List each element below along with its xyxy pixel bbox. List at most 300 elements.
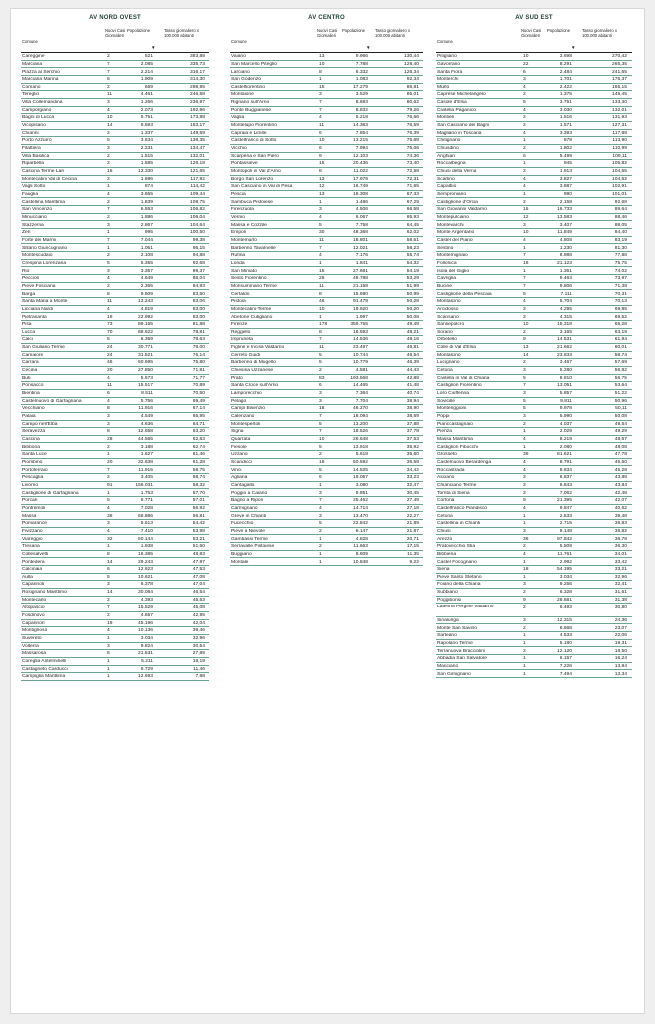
cell-tasso: 102,91 xyxy=(612,184,627,190)
header-comune: Comune xyxy=(22,39,38,44)
cell-popolazione: 878 xyxy=(563,138,572,144)
table-row xyxy=(21,405,209,413)
cell-nuovi-casi: 7 xyxy=(319,337,322,343)
cell-popolazione: 2.080 xyxy=(559,444,572,450)
cell-nuovi-casi: 2 xyxy=(523,544,526,550)
cell-nuovi-casi: 1 xyxy=(523,633,526,639)
table-row xyxy=(230,84,423,92)
table-row xyxy=(21,206,209,214)
cell-comune: Bucine xyxy=(437,283,452,289)
cell-tasso: 32,96 xyxy=(614,574,627,580)
cell-tasso: 55,74 xyxy=(406,253,419,259)
cell-popolazione: 60.695 xyxy=(138,360,153,366)
cell-nuovi-casi: 2 xyxy=(107,130,110,136)
table-row xyxy=(436,451,632,459)
cell-tasso: 39,48 xyxy=(614,513,627,519)
cell-comune: Montaione xyxy=(231,92,254,98)
cell-tasso: 17,15 xyxy=(406,544,419,550)
cell-nuovi-casi: 2 xyxy=(107,161,110,167)
table-row xyxy=(436,413,632,421)
cell-nuovi-casi: 3 xyxy=(107,582,110,588)
cell-nuovi-casi: 5 xyxy=(319,444,322,450)
cell-comune: Altopascio xyxy=(22,605,45,611)
cell-nuovi-casi: 14 xyxy=(107,559,113,565)
table-row xyxy=(21,551,209,559)
cell-popolazione: 1.083 xyxy=(355,77,368,83)
table-row xyxy=(230,421,423,429)
cell-tasso: 40,74 xyxy=(406,391,419,397)
table-row xyxy=(21,390,209,398)
cell-popolazione: 1.515 xyxy=(140,153,153,159)
cell-popolazione: 50.592 xyxy=(353,459,368,465)
cell-comune: Marciana Marina xyxy=(22,77,59,83)
cell-popolazione: 9.824 xyxy=(140,643,153,649)
cell-comune: Borgo San Lorenzo xyxy=(231,176,274,182)
table-row xyxy=(230,505,423,513)
cell-nuovi-casi: 3 xyxy=(107,643,110,649)
table-row xyxy=(21,635,209,643)
table-row xyxy=(21,183,209,191)
cell-tasso: 54,19 xyxy=(406,268,419,274)
cell-nuovi-casi: 5 xyxy=(523,398,526,404)
cell-comune: Siena xyxy=(437,567,450,573)
table-row xyxy=(21,99,209,107)
table-row xyxy=(436,428,632,436)
table-row xyxy=(21,520,209,528)
table-row xyxy=(436,145,632,153)
table-row xyxy=(230,153,423,161)
cell-nuovi-casi: 10 xyxy=(319,138,325,144)
cell-tasso: 43,88 xyxy=(614,475,627,481)
table-row xyxy=(436,352,632,360)
cell-comune: Aulla xyxy=(22,574,33,580)
cell-tasso: 133,30 xyxy=(612,100,627,106)
cell-popolazione: 88.622 xyxy=(138,329,153,335)
table-row xyxy=(230,558,423,566)
cell-tasso: 106,04 xyxy=(190,214,205,220)
cell-comune: Pontremoli xyxy=(22,505,46,511)
cell-nuovi-casi: 16 xyxy=(523,260,529,266)
cell-popolazione: 7.044 xyxy=(140,237,153,243)
table-row xyxy=(21,666,209,674)
cell-tasso: 134,47 xyxy=(190,146,205,152)
cell-comune: Campi Bisenzio xyxy=(231,406,265,412)
cell-comune: Barga xyxy=(22,291,36,297)
cell-nuovi-casi: 4 xyxy=(523,299,526,305)
table-row xyxy=(230,459,423,467)
table-row xyxy=(436,137,632,145)
table-row xyxy=(21,413,209,421)
cell-tasso: 62,02 xyxy=(406,230,419,236)
cell-comune: Monterchi xyxy=(437,77,459,83)
table-row xyxy=(230,229,423,237)
cell-popolazione: 6.843 xyxy=(559,482,572,488)
cell-popolazione: 13.215 xyxy=(353,138,368,144)
cell-nuovi-casi: 1 xyxy=(107,659,110,665)
table-row xyxy=(436,390,632,398)
cell-nuovi-casi: 1 xyxy=(523,656,526,662)
table-row xyxy=(21,558,209,566)
table-row xyxy=(436,497,632,505)
cell-comune: Abbadia San Salvatore xyxy=(437,656,488,662)
cell-nuovi-casi: 11 xyxy=(319,283,325,289)
cell-nuovi-casi: 4 xyxy=(107,398,110,404)
cell-popolazione: 32.638 xyxy=(138,459,153,465)
cell-tasso: 78,81 xyxy=(192,329,205,335)
cell-comune: Ponte Buggianese xyxy=(231,107,271,113)
cell-comune: Vinci xyxy=(231,467,242,473)
cell-tasso: 33,23 xyxy=(406,475,419,481)
table-row xyxy=(21,221,209,229)
cell-popolazione: 91.479 xyxy=(353,299,368,305)
cell-popolazione: 3.827 xyxy=(559,176,572,182)
cell-tasso: 34,42 xyxy=(406,467,419,473)
cell-nuovi-casi: 4 xyxy=(523,184,526,190)
cell-comune: Murlo xyxy=(437,84,450,90)
cell-tasso: 113,90 xyxy=(612,138,627,144)
cell-nuovi-casi: 26 xyxy=(319,276,325,282)
cell-popolazione: 21.158 xyxy=(353,283,368,289)
table-row xyxy=(436,229,632,237)
table-row xyxy=(230,535,423,543)
header-nuovi-casi: Nuovi Casi Giornalieri xyxy=(521,28,542,38)
cell-popolazione: 1.997 xyxy=(355,314,368,320)
cell-nuovi-casi: 1 xyxy=(523,663,526,669)
cell-tasso: 105,82 xyxy=(612,161,627,167)
cell-comune: Montepulciano xyxy=(437,214,469,220)
table-row xyxy=(21,191,209,199)
table-row xyxy=(21,428,209,436)
cell-popolazione: 3.034 xyxy=(140,636,153,642)
cell-popolazione: 7.788 xyxy=(355,61,368,67)
cell-comune: Cascina Terme Lari xyxy=(22,169,65,175)
table-row xyxy=(21,535,209,543)
cell-tasso: 117,89 xyxy=(612,130,627,136)
cell-comune: Empoli xyxy=(231,230,246,236)
cell-tasso: 30,45 xyxy=(406,490,419,496)
cell-popolazione: 1.585 xyxy=(140,161,153,167)
cell-comune: Colle di Val d'Elsa xyxy=(437,345,476,351)
table-row xyxy=(436,443,632,451)
cell-tasso: 138,35 xyxy=(190,138,205,144)
cell-tasso: 46,54 xyxy=(406,352,419,358)
table-row xyxy=(21,321,209,329)
cell-nuovi-casi: 5 xyxy=(107,337,110,343)
cell-comune: Cascina xyxy=(22,437,40,442)
table-row xyxy=(21,267,209,275)
cell-tasso: 16,24 xyxy=(614,656,627,662)
cell-popolazione: 26.648 xyxy=(353,437,368,442)
cell-popolazione: 8.668 xyxy=(559,625,572,631)
table-row xyxy=(230,160,423,168)
cell-tasso: 67,29 xyxy=(406,199,419,205)
cell-comune: Gavorrano xyxy=(437,61,461,67)
cell-popolazione: 7.758 xyxy=(355,222,368,228)
table-row xyxy=(21,114,209,122)
cell-tasso: 27,89 xyxy=(192,651,205,657)
cell-comune: Castiglione della Pescaia xyxy=(437,291,492,297)
cell-popolazione: 13.583 xyxy=(557,214,572,220)
cell-nuovi-casi: 11 xyxy=(107,92,113,98)
cell-tasso: 70,50 xyxy=(192,391,205,397)
cell-tasso: 78,63 xyxy=(192,337,205,343)
header-tasso: Tasso giornaliero x 100.000 abitanti xyxy=(582,28,617,38)
cell-comune: Vernio xyxy=(231,214,245,220)
cell-tasso: 31,61 xyxy=(614,590,627,596)
cell-comune: Figline e Incisa Valdarno xyxy=(231,345,285,351)
cell-tasso: 236,97 xyxy=(190,100,205,106)
table-row xyxy=(21,260,209,268)
cell-nuovi-casi: 12 xyxy=(319,184,325,190)
cell-popolazione: 12.021 xyxy=(353,245,368,251)
cell-tasso: 85,01 xyxy=(406,92,419,98)
table-row xyxy=(436,290,632,298)
cell-popolazione: 11.916 xyxy=(138,406,153,412)
table-row xyxy=(230,543,423,551)
cell-comune: Porcari xyxy=(22,498,38,504)
cell-popolazione: 13.051 xyxy=(557,383,572,389)
cell-nuovi-casi: 1 xyxy=(523,559,526,565)
cell-popolazione: 14.531 xyxy=(557,337,572,343)
cell-comune: Londa xyxy=(231,260,245,266)
cell-nuovi-casi: 1 xyxy=(523,671,526,677)
cell-popolazione: 6.553 xyxy=(140,207,153,213)
cell-popolazione: 46.270 xyxy=(353,406,368,412)
cell-nuovi-casi: 5 xyxy=(319,360,322,366)
cell-nuovi-casi: 7 xyxy=(319,414,322,420)
cell-comune: Pienza xyxy=(437,429,452,435)
cell-nuovi-casi: 2 xyxy=(523,146,526,152)
table-row xyxy=(230,466,423,474)
cell-tasso: 51,99 xyxy=(406,283,419,289)
cell-nuovi-casi: 1 xyxy=(523,640,526,646)
cell-popolazione: 12.103 xyxy=(353,153,368,159)
cell-tasso: 88,46 xyxy=(614,214,627,220)
cell-comune: Montalcino xyxy=(437,352,461,358)
cell-comune: Cavriglia xyxy=(437,276,457,282)
cell-popolazione: 995 xyxy=(144,230,153,236)
table-row xyxy=(21,581,209,589)
cell-popolazione: 11.849 xyxy=(557,230,572,236)
cell-comune: Volterra xyxy=(22,643,39,649)
cell-popolazione: 12.315 xyxy=(557,617,572,623)
cell-nuovi-casi: 18 xyxy=(319,406,325,412)
cell-comune: Loro Ciuffenna xyxy=(437,391,469,397)
cell-nuovi-casi: 11 xyxy=(319,345,325,351)
cell-tasso: 92,68 xyxy=(192,260,205,266)
cell-nuovi-casi: 5 xyxy=(319,467,322,473)
table-row xyxy=(230,329,423,337)
cell-tasso: 173,88 xyxy=(190,115,205,121)
cell-nuovi-casi: 8 xyxy=(107,551,110,557)
sort-arrow-icon: ▼ xyxy=(571,45,576,50)
cell-popolazione: 18.801 xyxy=(353,237,368,243)
cell-tasso: 66,58 xyxy=(406,207,419,213)
cell-nuovi-casi: 2 xyxy=(523,590,526,596)
table-body xyxy=(21,53,209,681)
table-row xyxy=(436,528,632,536)
cell-popolazione: 3.405 xyxy=(140,475,153,481)
cell-popolazione: 4.657 xyxy=(140,613,153,619)
cell-nuovi-casi: 3 xyxy=(319,490,322,496)
cell-tasso: 37,78 xyxy=(406,429,419,435)
cell-popolazione: 10.621 xyxy=(138,574,153,580)
cell-tasso: 67,14 xyxy=(192,406,205,412)
cell-tasso: 99,38 xyxy=(192,237,205,243)
cell-tasso: 46,54 xyxy=(192,590,205,596)
cell-nuovi-casi: 3 xyxy=(319,391,322,397)
cell-popolazione: 27.850 xyxy=(138,368,153,374)
cell-popolazione: 7.854 xyxy=(355,130,368,136)
table-row xyxy=(436,260,632,268)
table-row xyxy=(436,405,632,413)
cell-comune: Vicchio xyxy=(231,146,247,152)
cell-nuovi-casi: 3 xyxy=(523,617,526,623)
cell-tasso: 30,80 xyxy=(614,605,627,611)
cell-comune: Lucca xyxy=(22,329,36,335)
cell-popolazione: 3.529 xyxy=(355,92,368,98)
cell-comune: Tresana xyxy=(22,544,40,550)
table-row xyxy=(230,206,423,214)
cell-popolazione: 15.529 xyxy=(138,605,153,611)
cell-comune: Reggello xyxy=(231,329,251,335)
cell-comune: Carmignano xyxy=(231,505,258,511)
table-row xyxy=(230,451,423,459)
cell-popolazione: 7.028 xyxy=(140,505,153,511)
cell-tasso: 70,31 xyxy=(614,291,627,297)
cell-tasso: 58,32 xyxy=(192,482,205,488)
cell-popolazione: 4.649 xyxy=(140,276,153,282)
cell-tasso: 69,85 xyxy=(614,306,627,312)
cell-popolazione: 12.658 xyxy=(138,429,153,435)
sort-arrow-icon: ▼ xyxy=(366,45,371,50)
table-row xyxy=(230,436,423,444)
table-row xyxy=(436,68,632,76)
cell-comune: Santa Croce sull'Arno xyxy=(231,383,279,389)
cell-nuovi-casi: 1 xyxy=(107,184,110,190)
cell-popolazione: 7.364 xyxy=(355,391,368,397)
cell-tasso: 100,50 xyxy=(190,230,205,236)
table-row xyxy=(436,221,632,229)
cell-comune: Piazza al Serchio xyxy=(22,69,60,75)
cell-comune: Sorano xyxy=(437,329,453,335)
cell-comune: Foiano della Chiana xyxy=(437,582,481,588)
cell-popolazione: 1.627 xyxy=(140,452,153,458)
cell-comune: Pomarance xyxy=(22,521,48,527)
cell-comune: Rosignano Marittimo xyxy=(22,590,67,596)
table-row xyxy=(230,145,423,153)
cell-tasso: 65,93 xyxy=(406,214,419,220)
cell-comune: Rapolano Terme xyxy=(437,640,473,646)
cell-comune: Casole d'Elsa xyxy=(437,100,467,106)
cell-tasso: 49,54 xyxy=(614,421,627,427)
cell-popolazione: 5.355 xyxy=(140,260,153,266)
cell-tasso: 163,17 xyxy=(190,123,205,129)
cell-tasso: 48,21 xyxy=(406,329,419,335)
cell-tasso: 108,75 xyxy=(190,199,205,205)
cell-popolazione: 1.516 xyxy=(559,115,572,121)
cell-popolazione: 8.511 xyxy=(141,391,153,397)
cell-tasso: 27,49 xyxy=(406,498,419,504)
cell-popolazione: 18.526 xyxy=(353,429,368,435)
cell-popolazione: 2.029 xyxy=(559,429,572,435)
table-row xyxy=(436,214,632,222)
cell-tasso: 75,75 xyxy=(614,260,627,266)
cell-popolazione: 14.714 xyxy=(353,505,368,511)
cell-popolazione: 1.913 xyxy=(559,169,572,175)
cell-comune: Vicopisano xyxy=(22,123,46,129)
cell-comune: Chianciano Terme xyxy=(437,482,477,488)
cell-tasso: 33,21 xyxy=(614,567,627,573)
table-row xyxy=(21,344,209,352)
cell-nuovi-casi: 8 xyxy=(319,169,322,175)
table-av-centro xyxy=(230,13,423,566)
cell-popolazione: 2.108 xyxy=(140,253,153,259)
cell-comune: Castel del Piano xyxy=(437,237,473,243)
cell-comune: Tereglio xyxy=(22,92,40,98)
cell-nuovi-casi: 1 xyxy=(107,245,110,251)
cell-comune: Subbiano xyxy=(437,590,458,596)
cell-popolazione: 4.461 xyxy=(140,92,153,98)
cell-tasso: 71,81 xyxy=(192,368,205,374)
cell-tasso: 92,68 xyxy=(614,199,627,205)
cell-popolazione: 5.990 xyxy=(559,414,572,420)
cell-tasso: 73,97 xyxy=(614,276,627,282)
cell-tasso: 84,40 xyxy=(614,230,627,236)
cell-tasso: 38,69 xyxy=(406,414,419,420)
table-row xyxy=(436,344,632,352)
cell-nuovi-casi: 6 xyxy=(107,77,110,83)
cell-nuovi-casi: 6 xyxy=(107,651,110,657)
cell-tasso: 241,55 xyxy=(612,69,627,75)
cell-nuovi-casi: 36 xyxy=(523,536,529,542)
cell-comune: Scarperia e San Piero xyxy=(231,153,279,159)
table-row xyxy=(436,436,632,444)
cell-comune: Laterina Pergine Valdarno xyxy=(437,605,494,610)
cell-comune: Manciano xyxy=(437,663,459,669)
cell-nuovi-casi: 3 xyxy=(107,521,110,527)
cell-nuovi-casi: 4 xyxy=(523,459,526,465)
cell-popolazione: 7.994 xyxy=(355,146,368,152)
cell-tasso: 63,19 xyxy=(614,329,627,335)
cell-popolazione: 8.832 xyxy=(355,107,368,113)
cell-tasso: 74,02 xyxy=(614,268,627,274)
table-row xyxy=(230,260,423,268)
cell-nuovi-casi: 9 xyxy=(523,498,526,504)
cell-tasso: 117,92 xyxy=(190,176,205,182)
cell-comune: Orbetello xyxy=(437,337,457,343)
cell-comune: Livorno xyxy=(22,482,39,488)
cell-popolazione: 2.214 xyxy=(140,69,153,75)
table-row xyxy=(21,168,209,176)
cell-comune: Pelago xyxy=(231,398,247,404)
cell-nuovi-casi: 5 xyxy=(319,222,322,228)
cell-nuovi-casi: 2 xyxy=(523,169,526,175)
cell-nuovi-casi: 8 xyxy=(319,329,322,335)
table-row xyxy=(436,198,632,206)
cell-popolazione: 14.465 xyxy=(353,383,368,389)
cell-tasso: 53,98 xyxy=(192,528,205,534)
cell-popolazione: 9.147 xyxy=(355,528,368,534)
cell-popolazione: 11.663 xyxy=(353,544,368,550)
table-row xyxy=(436,663,632,671)
cell-popolazione: 2.073 xyxy=(140,107,153,113)
table-row xyxy=(230,428,423,436)
cell-tasso: 43,84 xyxy=(614,482,627,488)
cell-popolazione: 2.231 xyxy=(140,146,153,152)
cell-tasso: 24,36 xyxy=(614,617,627,623)
cell-nuovi-casi: 4 xyxy=(107,107,110,113)
